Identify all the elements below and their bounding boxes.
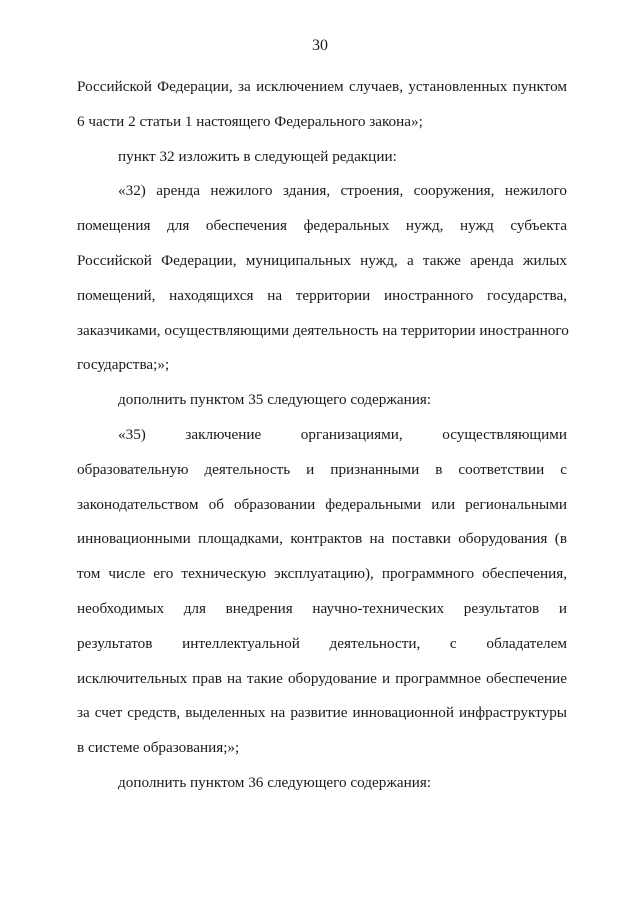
text-line: «32) аренда нежилого здания, строения, сооружения, нежилого [118, 182, 567, 200]
text-line: 6 части 2 статьи 1 настоящего Федерального закона»; [77, 112, 423, 130]
text-line: «35) заключение организациями, осуществляющими [118, 425, 567, 443]
text-line: законодательством об образовании федеральными или региональными [77, 495, 567, 513]
text-line: в системе образования;»; [77, 739, 240, 757]
text-line: дополнить пунктом 36 следующего содержания: [118, 773, 432, 791]
page-number: 30 [312, 37, 328, 54]
text-line: том числе его техническую эксплуатацию), программного обеспечения, [77, 565, 567, 583]
text-line: помещения для обеспечения федеральных нужд, нужд субъекта [77, 217, 567, 235]
body-text [77, 70, 567, 801]
text-line: государства;»; [77, 356, 170, 374]
text-line: инновационными площадками, контрактов на поставки оборудования (в [77, 530, 567, 548]
text-line: Российской Федерации, за исключением случаев, установленных пунктом [77, 78, 567, 95]
text-line: исключительных прав на такие оборудование и программное обеспечение [77, 669, 567, 687]
text-line: заказчиками, осуществляющими деятельность на территории иностранного [77, 321, 569, 339]
text-line: помещений, находящихся на территории иностранного государства, [77, 286, 567, 304]
text-line: образовательную деятельность и признанными в соответствии с [77, 460, 567, 478]
text-line: за счет средств, выделенных на развитие инновационной инфраструктуры [77, 704, 567, 722]
text-line: Российской Федерации, муниципальных нужд, а также аренда жилых [77, 251, 567, 269]
text-line: необходимых для внедрения научно-технических результатов и [77, 599, 567, 617]
text-line: пункт 32 изложить в следующей редакции: [118, 147, 397, 165]
text-line: результатов интеллектуальной деятельности, с обладателем [77, 634, 567, 652]
text-line: дополнить пунктом 35 следующего содержания: [118, 391, 432, 409]
